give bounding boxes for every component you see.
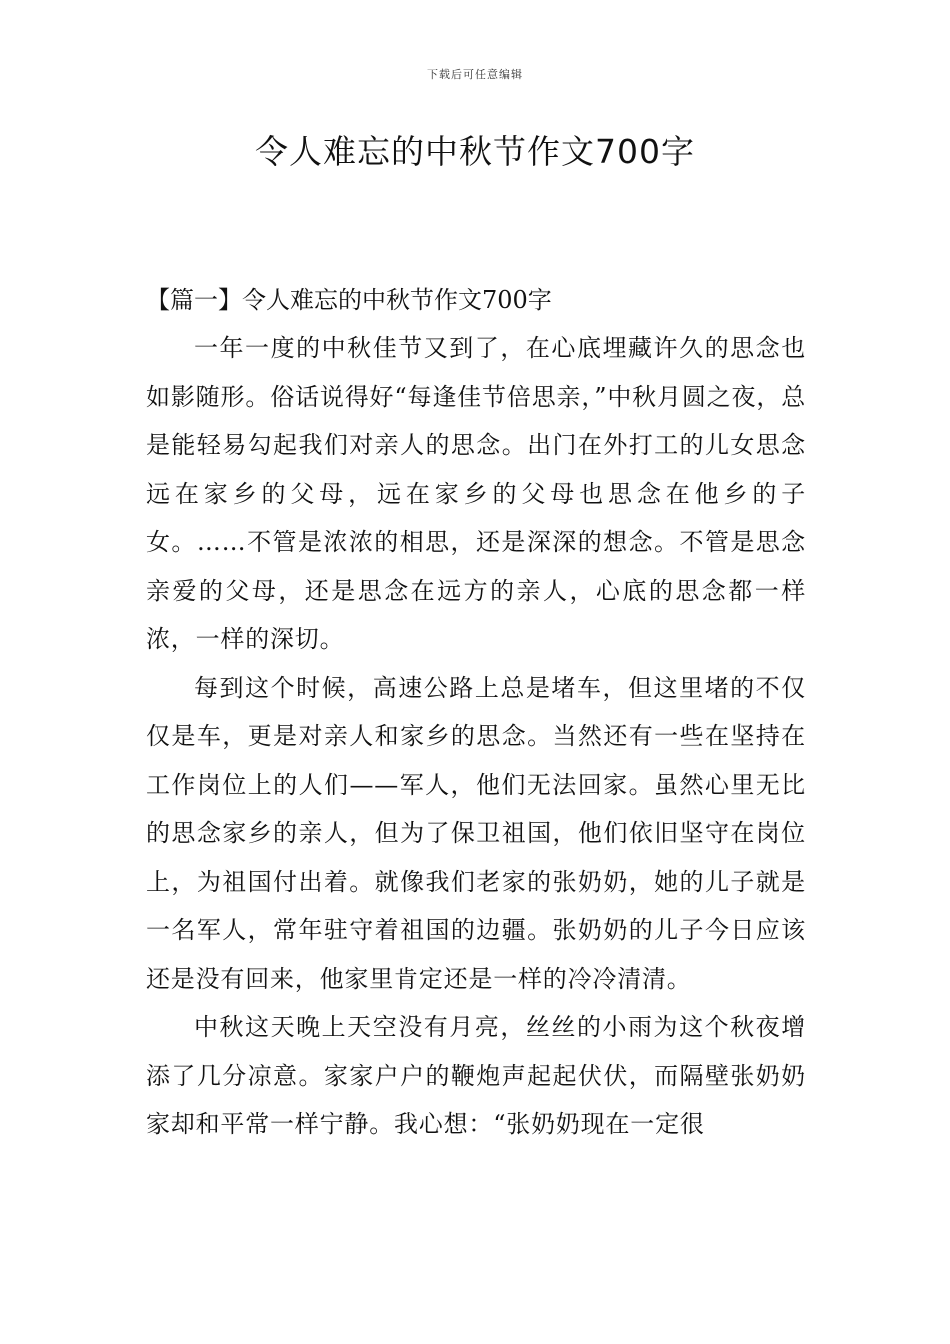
- header-note: 下载后可任意编辑: [427, 68, 523, 81]
- paragraph-1: 一年一度的中秋佳节又到了，在心底埋藏许久的思念也如影随形。俗话说得好“每逢佳节倍思亲，”中秋月圆之夜，总是能轻易勾起我们对亲人的思念。出门在外打工的儿女思念远在家乡的父母，远在家乡的父母也思念在他乡的子女。……不管是浓浓的相思，还是深深的想念。不管是思念亲爱的父母，还是思念在远方的亲人，心底的思念都一样浓，一样的深切。: [146, 334, 806, 653]
- document-body: [146, 276, 806, 1149]
- document-title: 令人难忘的中秋节作文700字: [255, 132, 695, 171]
- section-heading: 【篇一】令人难忘的中秋节作文700字: [146, 286, 552, 314]
- paragraph-2: 每到这个时候，高速公路上总是堵车，但这里堵的不仅仅是车，更是对亲人和家乡的思念。当然还有一些在坚持在工作岗位上的人们——军人，他们无法回家。虽然心里无比的思念家乡的亲人，但为了保卫祖国，他们依旧坚守在岗位上，为祖国付出着。就像我们老家的张奶奶，她的儿子就是一名军人，常年驻守着祖国的边疆。张奶奶的儿子今日应该还是没有回来，他家里肯定还是一样的冷冷清清。: [146, 673, 806, 993]
- paragraph-3: 中秋这天晚上天空没有月亮，丝丝的小雨为这个秋夜增添了几分凉意。家家户户的鞭炮声起起伏伏，而隔壁张奶奶家却和平常一样宁静。我心想：“张奶奶现在一定很: [146, 1013, 806, 1138]
